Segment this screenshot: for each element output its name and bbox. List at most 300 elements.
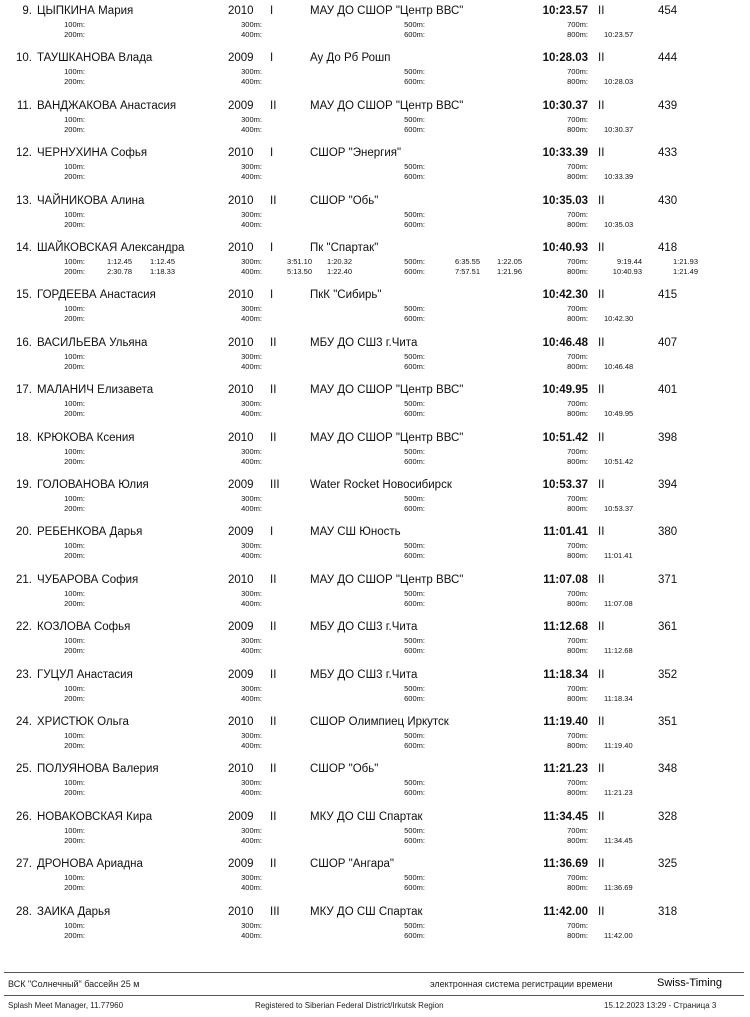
rank: 28. [16,905,32,918]
split-800: 11:01.41 [604,551,633,561]
qualification: II [598,905,605,918]
split-label-600: 600m: [404,741,425,750]
birth-year: 2010 [228,242,254,254]
birth-year: 2009 [228,99,254,112]
footer-divider-bottom [4,995,744,996]
split-label-400: 400m: [241,693,262,703]
split-label-800: 800m: [567,598,588,608]
split-label-800: 800m: [567,693,588,703]
rank: 20. [16,526,32,539]
result-row [0,241,750,287]
qualification: II [598,668,605,681]
final-time: 10:30.37 [542,99,588,112]
split-label-400: 400m: [241,30,262,39]
points: 415 [658,289,678,302]
split-label-200: 200m: [64,930,85,940]
split-label-300: 300m: [241,351,262,361]
split-label-100: 100m: [64,873,85,883]
rank: 23. [16,668,32,681]
split-label-300: 300m: [241,588,262,598]
qualification: II [598,5,605,17]
result-row [0,905,750,951]
split-label-800: 800m: [567,361,588,371]
birth-year: 2010 [228,384,254,397]
split-label-200: 200m: [64,361,85,371]
athlete-name: ТАУШКАНОВА Влада [37,52,153,65]
lap-600: 1:21.96 [496,267,522,276]
split-label-100: 100m: [64,209,85,219]
split-label-700: 700m: [567,209,588,219]
split-label-400: 400m: [241,267,262,276]
split-label-600: 600m: [404,77,425,87]
category: II [270,431,277,444]
registration-text: Registered to Siberian Federal District/Irkutsk Region [255,1001,444,1010]
result-row [0,573,750,619]
split-label-400: 400m: [241,361,262,371]
split-label-300: 300m: [241,731,262,740]
qualification: II [598,99,605,112]
qualification: II [598,147,605,160]
split-label-800: 800m: [567,551,588,561]
split-label-400: 400m: [241,172,262,182]
split-label-700: 700m: [567,920,588,930]
split-label-300: 300m: [241,873,262,883]
split-label-300: 300m: [241,399,262,409]
split-label-700: 700m: [567,541,588,551]
athlete-name: ЗАИКА Дарья [37,905,111,918]
qualification: II [598,526,605,539]
split-label-600: 600m: [404,219,425,229]
split-800: 10:23.57 [604,30,634,39]
split-label-600: 600m: [404,172,425,182]
split-label-600: 600m: [404,124,425,134]
birth-year: 2010 [228,716,254,728]
club-name: МКУ ДО СШ Спартак [310,810,423,823]
split-label-300: 300m: [241,636,262,646]
split-label-800: 800m: [567,219,588,229]
points: 380 [658,526,678,539]
split-label-400: 400m: [241,598,262,608]
result-row [0,194,750,240]
rank: 9. [22,5,32,17]
final-time: 11:12.68 [543,621,588,634]
birth-year: 2009 [228,858,254,871]
points: 318 [658,905,678,918]
birth-year: 2009 [228,810,254,823]
club-name: МБУ ДО СШ3 г.Чита [310,336,418,349]
athlete-name: ЧАЙНИКОВА Алина [37,194,145,207]
birth-year: 2009 [228,479,254,491]
result-row [0,4,750,50]
club-name: МАУ ДО СШОР "Центр ВВС" [310,5,464,17]
result-row [0,478,750,524]
split-label-200: 200m: [64,456,85,466]
final-time: 11:18.34 [543,668,588,681]
athlete-name: КОЗЛОВА Софья [37,621,131,634]
category: II [270,573,277,586]
split-label-600: 600m: [404,598,425,608]
points: 401 [658,384,678,397]
result-row [0,715,750,761]
lap-800: 1:21.49 [672,267,698,276]
split-label-100: 100m: [64,825,85,835]
split-500: 6:35.55 [454,257,480,266]
rank: 15. [16,289,32,302]
final-time: 10:35.03 [542,194,588,207]
result-row [0,525,750,571]
split-label-200: 200m: [64,409,85,419]
qualification: II [598,479,605,491]
athlete-name: ЧУБАРОВА София [37,573,139,586]
split-label-600: 600m: [404,835,425,845]
points: 418 [658,242,678,254]
split-label-500: 500m: [404,541,425,551]
points: 430 [658,194,678,207]
split-label-700: 700m: [567,825,588,835]
split-label-800: 800m: [567,788,588,798]
timing-system-label: электронная система регистрации времени [430,979,613,989]
split-800: 11:18.34 [604,693,633,703]
result-row [0,668,750,714]
points: 439 [658,99,678,112]
club-name: ПкК "Сибирь" [310,289,382,302]
birth-year: 2010 [228,336,254,349]
category: III [270,479,280,491]
split-label-500: 500m: [404,304,425,314]
result-row [0,620,750,666]
split-label-600: 600m: [404,788,425,798]
birth-year: 2009 [228,668,254,681]
split-200: 2:30.78 [106,267,132,276]
split-label-600: 600m: [404,314,425,324]
final-time: 10:33.39 [542,147,588,160]
split-label-200: 200m: [64,267,85,276]
category: II [270,194,277,207]
qualification: II [598,242,605,254]
rank: 14. [16,242,32,254]
split-800: 11:19.40 [604,741,633,750]
split-label-200: 200m: [64,598,85,608]
split-label-600: 600m: [404,361,425,371]
split-label-700: 700m: [567,778,588,788]
lap-700: 1:21.93 [672,257,698,266]
split-label-500: 500m: [404,731,425,740]
split-label-100: 100m: [64,399,85,409]
split-label-800: 800m: [567,409,588,419]
points: 351 [658,716,678,728]
final-time: 10:40.93 [542,242,588,254]
rank: 10. [16,52,32,65]
result-row [0,762,750,808]
category: I [270,147,274,160]
split-label-700: 700m: [567,20,588,29]
athlete-name: МАЛАНИЧ Елизавета [37,384,154,397]
split-label-300: 300m: [241,683,262,693]
qualification: II [598,716,605,728]
split-label-600: 600m: [404,646,425,656]
split-label-300: 300m: [241,920,262,930]
points: 361 [658,621,678,634]
split-label-700: 700m: [567,304,588,314]
split-label-500: 500m: [404,494,425,503]
athlete-name: НОВАКОВСКАЯ Кира [37,810,153,823]
split-label-400: 400m: [241,646,262,656]
qualification: II [598,194,605,207]
split-label-500: 500m: [404,683,425,693]
split-label-800: 800m: [567,314,588,324]
split-label-500: 500m: [404,257,425,266]
category: II [270,810,277,823]
lap-400: 1:22.40 [326,267,352,276]
athlete-name: КРЮКОВА Ксения [37,431,135,444]
final-time: 11:42.00 [543,905,588,918]
split-label-300: 300m: [241,162,262,172]
split-label-100: 100m: [64,162,85,172]
split-label-600: 600m: [404,409,425,419]
final-time: 11:34.45 [543,810,588,823]
split-label-700: 700m: [567,588,588,598]
birth-year: 2010 [228,194,254,207]
rank: 11. [16,99,32,112]
split-label-100: 100m: [64,636,85,646]
points: 407 [658,336,678,349]
split-label-100: 100m: [64,257,85,266]
split-label-700: 700m: [567,67,588,77]
club-name: СШОР "Обь" [310,763,379,776]
club-name: СШОР Олимпиец Иркутск [310,716,449,728]
split-label-100: 100m: [64,541,85,551]
split-800: 10:35.03 [604,219,634,229]
result-row [0,336,750,382]
points: 352 [658,668,678,681]
athlete-name: ЦЫПКИНА Мария [37,5,134,17]
split-label-300: 300m: [241,67,262,77]
split-800: 11:36.69 [604,883,633,893]
club-name: МАУ ДО СШОР "Центр ВВС" [310,431,464,444]
split-label-700: 700m: [567,683,588,693]
qualification: II [598,431,605,444]
category: I [270,52,274,65]
qualification: II [598,289,605,302]
split-label-500: 500m: [404,825,425,835]
split-800: 10:28.03 [604,77,634,87]
split-label-700: 700m: [567,446,588,456]
split-label-500: 500m: [404,873,425,883]
split-label-200: 200m: [64,504,85,513]
split-label-500: 500m: [404,588,425,598]
split-label-300: 300m: [241,825,262,835]
split-label-800: 800m: [567,30,588,39]
split-700: 9:19.44 [616,257,642,266]
category: I [270,242,274,254]
birth-year: 2010 [228,147,254,160]
split-label-300: 300m: [241,20,262,29]
points: 394 [658,479,678,491]
split-label-800: 800m: [567,124,588,134]
split-label-800: 800m: [567,930,588,940]
category: II [270,763,277,776]
split-800: 10:51.42 [604,456,634,466]
category: II [270,858,277,871]
category: II [270,384,277,397]
points: 444 [658,52,678,65]
split-label-500: 500m: [404,920,425,930]
split-800: 10:49.95 [604,409,634,419]
split-label-600: 600m: [404,267,425,276]
split-label-200: 200m: [64,741,85,750]
split-800: 10:46.48 [604,361,634,371]
birth-year: 2009 [228,621,254,634]
split-label-500: 500m: [404,67,425,77]
split-label-300: 300m: [241,494,262,503]
category: II [270,668,277,681]
split-label-800: 800m: [567,835,588,845]
split-label-100: 100m: [64,67,85,77]
split-label-600: 600m: [404,30,425,39]
split-label-200: 200m: [64,646,85,656]
split-400: 5:13.50 [286,267,312,276]
club-name: Water Rocket Новосибирск [310,479,452,491]
split-label-600: 600m: [404,930,425,940]
split-label-300: 300m: [241,114,262,124]
split-label-500: 500m: [404,114,425,124]
qualification: II [598,573,605,586]
category: II [270,336,277,349]
rank: 13. [16,194,32,207]
club-name: СШОР "Энергия" [310,147,402,160]
athlete-name: ШАЙКОВСКАЯ Александра [37,242,185,254]
athlete-name: РЕБЕНКОВА Дарья [37,526,143,539]
split-label-200: 200m: [64,788,85,798]
print-date-page: 15.12.2023 13:29 - Страница 3 [604,1001,717,1010]
qualification: II [598,336,605,349]
split-800: 10:40.93 [612,267,642,276]
split-600: 7:57.51 [454,267,480,276]
split-label-400: 400m: [241,788,262,798]
birth-year: 2009 [228,52,254,65]
split-label-200: 200m: [64,124,85,134]
club-name: МКУ ДО СШ Спартак [310,905,423,918]
split-label-700: 700m: [567,494,588,503]
split-label-800: 800m: [567,741,588,750]
qualification: II [598,810,605,823]
final-time: 11:19.40 [543,716,588,728]
points: 454 [658,5,678,17]
final-time: 10:51.42 [542,431,588,444]
final-time: 10:49.95 [542,384,588,397]
split-label-200: 200m: [64,693,85,703]
venue-text: ВСК "Солнечный" бассейн 25 м [8,979,140,989]
athlete-name: ВАСИЛЬЕВА Ульяна [37,336,148,349]
split-label-200: 200m: [64,883,85,893]
final-time: 11:01.41 [543,526,588,539]
final-time: 10:28.03 [542,52,588,65]
lap-100: 1:12.45 [149,257,175,266]
split-label-300: 300m: [241,778,262,788]
split-800: 11:42.00 [604,930,633,940]
rank: 19. [16,479,32,491]
split-label-400: 400m: [241,124,262,134]
category: II [270,716,277,728]
split-label-700: 700m: [567,731,588,740]
qualification: II [598,621,605,634]
split-label-500: 500m: [404,162,425,172]
points: 348 [658,763,678,776]
rank: 25. [16,763,32,776]
rank: 12. [16,147,32,160]
athlete-name: ПОЛУЯНОВА Валерия [37,763,159,776]
split-label-100: 100m: [64,683,85,693]
split-label-400: 400m: [241,219,262,229]
result-row [0,146,750,192]
points: 328 [658,810,678,823]
split-300: 3:51.10 [286,257,312,266]
split-label-400: 400m: [241,930,262,940]
split-label-700: 700m: [567,114,588,124]
split-label-400: 400m: [241,77,262,87]
result-row [0,383,750,429]
split-label-800: 800m: [567,172,588,182]
split-label-100: 100m: [64,446,85,456]
club-name: СШОР "Обь" [310,194,379,207]
lap-500: 1:22.05 [496,257,522,266]
rank: 21. [16,573,32,586]
birth-year: 2010 [228,905,254,918]
split-label-200: 200m: [64,172,85,182]
split-label-700: 700m: [567,257,588,266]
final-time: 11:07.08 [543,573,588,586]
athlete-name: ХРИСТЮК Ольга [37,716,129,728]
split-label-500: 500m: [404,446,425,456]
lap-300: 1:20.32 [326,257,352,266]
split-label-300: 300m: [241,257,262,266]
birth-year: 2010 [228,573,254,586]
split-label-800: 800m: [567,504,588,513]
split-label-700: 700m: [567,351,588,361]
birth-year: 2010 [228,431,254,444]
lap-200: 1:18.33 [149,267,175,276]
points: 371 [658,573,678,586]
split-label-400: 400m: [241,314,262,324]
split-800: 10:30.37 [604,124,634,134]
split-label-800: 800m: [567,267,588,276]
split-label-100: 100m: [64,304,85,314]
split-label-700: 700m: [567,399,588,409]
final-time: 10:42.30 [542,289,588,302]
points: 325 [658,858,678,871]
split-label-200: 200m: [64,551,85,561]
final-time: 11:21.23 [543,763,588,776]
category: I [270,289,274,302]
qualification: II [598,384,605,397]
club-name: Ау До Рб Рошп [310,52,391,65]
athlete-name: ЧЕРНУХИНА Софья [37,147,148,160]
split-label-700: 700m: [567,873,588,883]
split-label-600: 600m: [404,883,425,893]
final-time: 11:36.69 [543,858,588,871]
split-100: 1:12.45 [106,257,132,266]
club-name: Пк "Спартак" [310,242,379,254]
split-label-800: 800m: [567,456,588,466]
split-label-200: 200m: [64,30,85,39]
rank: 26. [16,810,32,823]
split-label-200: 200m: [64,219,85,229]
club-name: МАУ СШ Юность [310,526,401,539]
split-label-400: 400m: [241,741,262,750]
result-row [0,857,750,903]
split-label-500: 500m: [404,636,425,646]
club-name: МАУ ДО СШОР "Центр ВВС" [310,99,464,112]
